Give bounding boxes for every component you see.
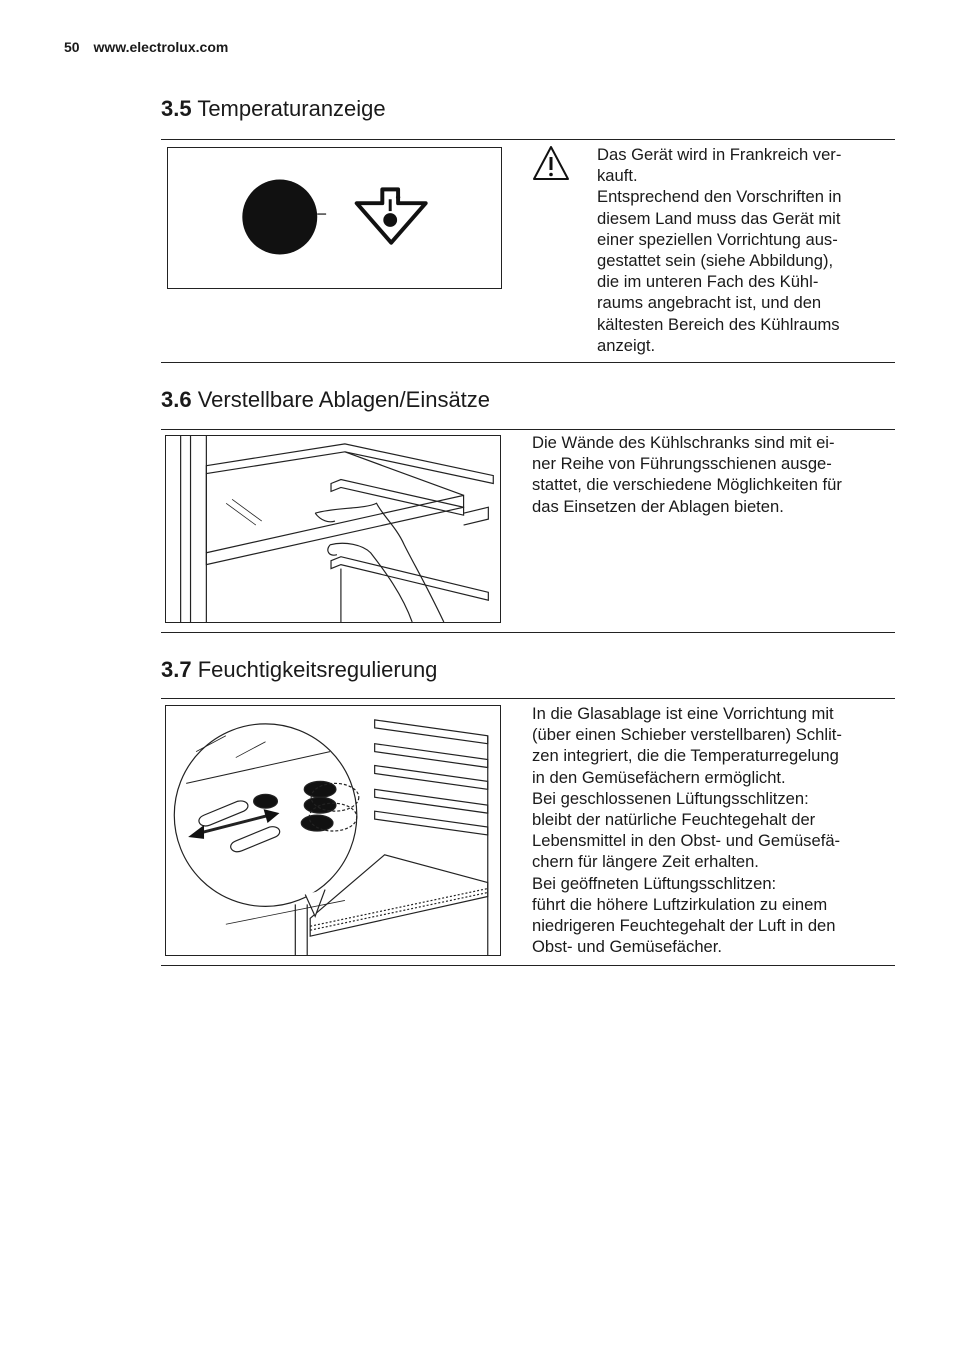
section-rule-bottom: [161, 632, 895, 633]
temperature-indicator-illustration: [168, 148, 501, 288]
section-title-feuchtigkeit: [161, 657, 437, 683]
section-number: 3.7: [161, 657, 192, 682]
section-number: 3.6: [161, 387, 192, 412]
shelf-rails: [375, 720, 488, 835]
indicator-disc: [242, 180, 317, 255]
feuchtigkeit-text: In die Glasablage ist eine Vorrichtung mit (über einen Schieber verstellbaren) Schlit- zen integriert, die die Temperaturregelung in den Gemüsefächern ermöglicht. Bei geschlossenen Lüftungsschlitzen: bleibt der natürliche Feuchtegehalt der Lebensmittel in den Obst- und Gemüsefä- chern für längere Zeit erhalten. Bei geöffneten Lüftungsschlitzen: führt die höhere Luftzirkulation zu einem niedrigeren Feuchtegehalt der Luft in den Obst- und Gemüsefächer.: [532, 704, 842, 957]
header-url[interactable]: www.electrolux.com: [93, 39, 229, 55]
ablagen-text: Die Wände des Kühlschranks sind mit ei- ner Reihe von Führungsschienen ausge- stattet, die verschiedene Möglichkeiten für das Einsetzen der Ablagen bieten.: [532, 433, 842, 516]
section-title-text: Verstellbare Ablagen/Einsätze: [197, 387, 491, 412]
section-title-temperaturanzeige: [161, 96, 386, 122]
shelf-insertion-illustration: [166, 436, 500, 622]
section-title-ablagen: [161, 387, 490, 413]
section-rule-top: [161, 429, 895, 430]
adjustable-shelves-figure: [165, 435, 501, 623]
section-number: 3.5: [161, 96, 192, 121]
section-title-text: Temperaturanzeige: [197, 96, 386, 121]
humidity-slider-illustration: [166, 706, 500, 955]
page-header: [64, 39, 228, 55]
temperaturanzeige-text: Das Gerät wird in Frankreich ver- kauft. Entsprechend den Vorschriften in diesem Land muss das Gerät mit einer speziellen Vorrichtung aus- gestattet sein (siehe Abbildung), die im unteren Fach des Kühl- raums angebracht ist, und den kältesten Bereich des Kühlraums anzeigt.: [597, 145, 842, 355]
section-rule-top: [161, 139, 895, 140]
warning-triangle-icon: [531, 144, 571, 182]
section-rule-bottom: [161, 362, 895, 363]
humidity-control-figure: [165, 705, 501, 956]
page-number: 50: [64, 39, 80, 55]
temperature-indicator-figure: [167, 147, 502, 289]
vent-slot: [254, 794, 278, 808]
section-title-text: Feuchtigkeitsregulierung: [197, 657, 438, 682]
vent-slot: [301, 815, 333, 831]
section-rule-top: [161, 698, 895, 699]
section-rule-bottom: [161, 965, 895, 966]
